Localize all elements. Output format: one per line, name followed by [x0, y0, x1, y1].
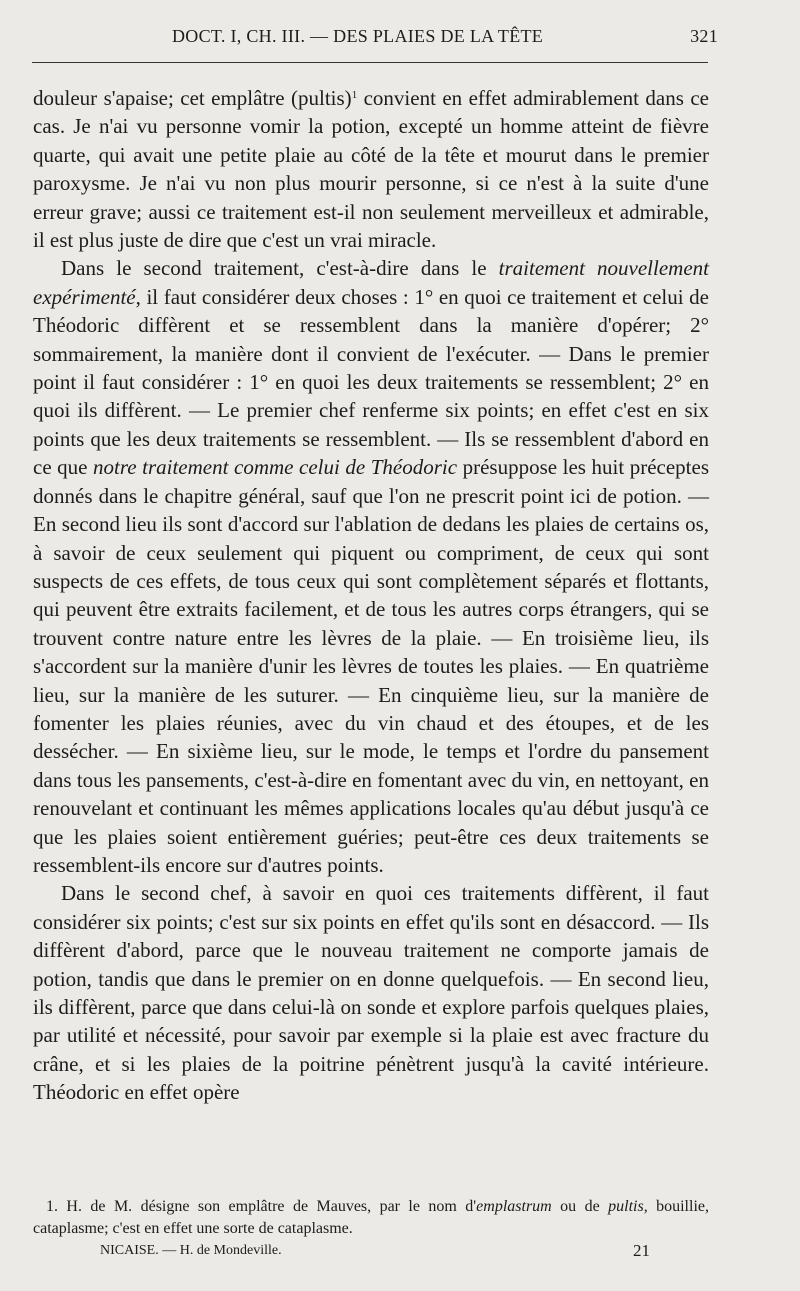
running-header	[32, 26, 718, 50]
italic-run: pultis	[608, 1198, 644, 1215]
header-rule	[32, 62, 708, 63]
text-run: , bouillie, cataplasme; c'est en effet une sorte de cataplasme.	[33, 1198, 709, 1237]
text-run: ou de	[551, 1198, 609, 1215]
italic-run: traitement nouvellement expérimenté	[33, 256, 709, 309]
italic-run: notre traitement comme celui de Théodoric	[93, 455, 458, 480]
paragraph	[33, 84, 709, 254]
paragraph	[33, 879, 709, 1106]
text-run: présuppose les huit préceptes donnés dans le chapitre général, sauf que l'on ne prescrit point ici de potion. — En second lieu ils sont d'accord sur l'ablation de dedans les plaies de certains os, à savoir de ceux seulement qui piquent ou compriment, de ceux qui sont suspects de ces effets, de tous ceux qui sont complètement séparés et flottants, qui peuvent être extraits facilement, et de tous les autres corps étrangers, qui se trouvent contre nature entre les lèvres de la plaie. — En troisième lieu, ils s'accordent sur la manière d'unir les lèvres de toutes les plaies. — En quatrième lieu, sur la manière de les suturer. — En cinquième lieu, sur la manière de fomenter les plaies réunies, avec du vin chaud et des étoupes, et de les dessécher. — En sixième lieu, sur le mode, le temps et l'ordre du pansement dans tous les pansements, c'est-à-dire en fomentant avec du vin, en nettoyant, en renouvelant et continuant les mêmes applications locales qu'au début jusqu'à ce que les plaies soient entièrement guéries; peut-être ces deux traitements se ressemblent-ils encore sur d'autres points.	[33, 455, 709, 877]
footnote	[33, 1196, 709, 1240]
running-title: DOCT. I, CH. III. — DES PLAIES DE LA TÊTE	[172, 26, 544, 46]
sheet-number: 21	[633, 1241, 650, 1260]
footnote-marker: 1	[351, 89, 358, 101]
footnote-text	[33, 1196, 709, 1240]
text-run: 1. H. de M. désigne son emplâtre de Mauves, par le nom d'	[46, 1198, 477, 1215]
text-run: douleur s'apaise; cet emplâtre (pultis)	[33, 86, 352, 110]
main-text	[33, 84, 709, 1107]
printer-signature: NICAISE. — H. de Mondeville.	[100, 1243, 282, 1258]
text-run: Dans le second traitement, c'est-à-dire dans le	[61, 256, 499, 281]
text-run: , il faut considérer deux choses : 1° en quoi ce traitement et celui de Théodoric diffèrent et se ressemblent dans la manière d'opérer; 2° sommairement, la manière dont il convient de l'exécuter. — Dans le premier point il faut considérer : 1° en quoi les deux traitements se ressemblent; 2° en quoi ils diffèrent. — Le premier chef renferme six points; en effet c'est en six points que les deux traitements se ressemblent. — Ils se ressemblent d'abord en ce que	[33, 284, 709, 480]
page-number: 321	[690, 26, 718, 46]
italic-run: emplastrum	[476, 1198, 552, 1215]
paragraph	[33, 254, 709, 879]
text-run: convient en effet admirablement dans ce cas. Je n'ai vu personne vomir la potion, excepté un homme atteint de fièvre quarte, qui avait une petite plaie au côté de la tête et mourut dans le premier paroxysme. Je n'ai vu non plus mourir personne, si ce n'est à la suite d'une erreur grave; aussi ce traitement est-il non seulement merveilleux et admirable, il est plus juste de dire que c'est un vrai miracle.	[33, 86, 709, 253]
text-run: Dans le second chef, à savoir en quoi ces traitements diffèrent, il faut considérer six points; c'est sur six points en effet qu'ils sont en désaccord. — Ils diffèrent d'abord, parce que le nouveau traitement ne comporte jamais de potion, tandis que dans le premier on en donne quelquefois. — En second lieu, ils diffèrent, parce que dans celui-là on sonde et explore parfois quelques plaies, par utilité et nécessité, pour savoir par exemple si la plaie est avec fracture du crâne, et si les plaies de la poitrine pénètrent jusqu'à la cavité intérieure. Théodoric en effet opère	[33, 881, 709, 1105]
